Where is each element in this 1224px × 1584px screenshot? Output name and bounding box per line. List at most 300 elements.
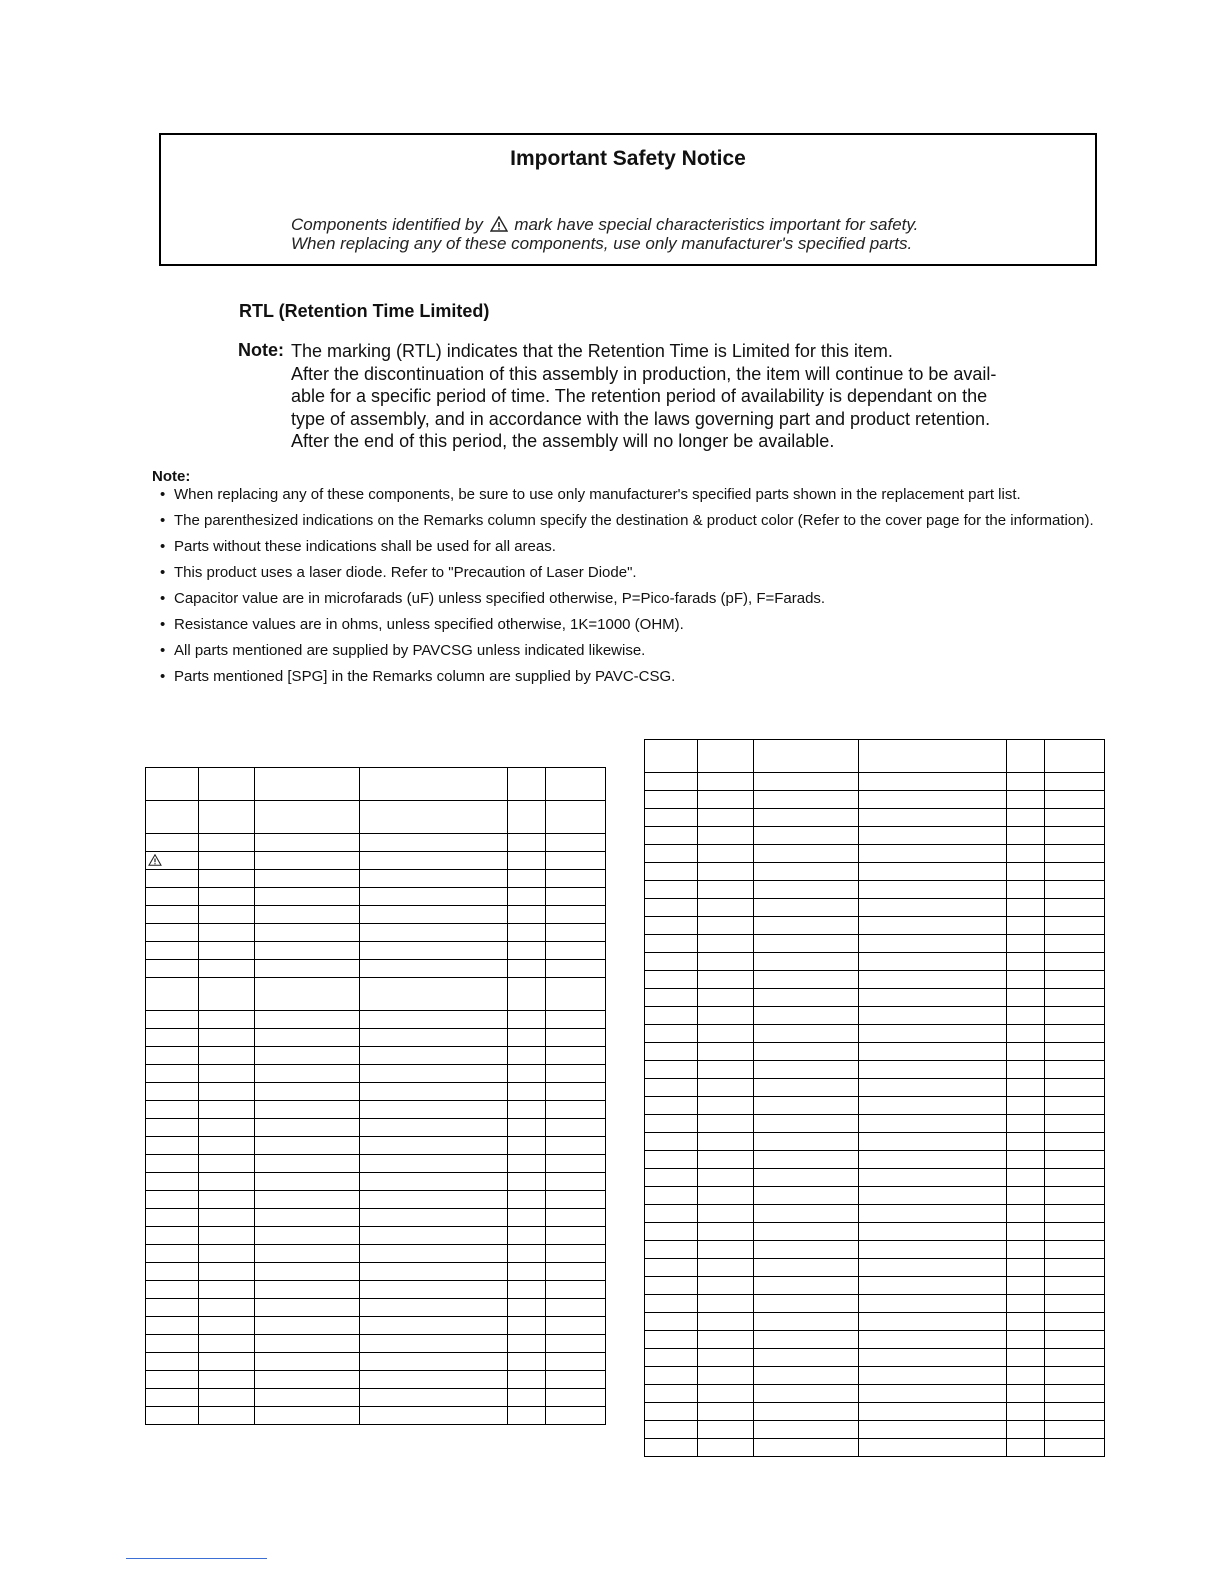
table-row	[645, 1187, 1105, 1205]
table-cell	[1007, 740, 1045, 773]
table-cell	[859, 845, 1007, 863]
table-row	[146, 888, 606, 906]
table-cell	[1045, 740, 1105, 773]
table-cell	[1007, 863, 1045, 881]
table-cell	[199, 1155, 255, 1173]
table-cell	[1045, 1313, 1105, 1331]
table-cell	[1007, 791, 1045, 809]
table-cell	[360, 834, 508, 852]
table-row	[645, 791, 1105, 809]
table-cell	[698, 971, 754, 989]
table-cell	[146, 888, 199, 906]
table-cell	[645, 863, 698, 881]
table-cell	[508, 1245, 546, 1263]
table-cell	[146, 1407, 199, 1425]
table-cell	[508, 1029, 546, 1047]
table-cell	[698, 1205, 754, 1223]
table-cell	[645, 1097, 698, 1115]
table-cell	[508, 1335, 546, 1353]
table-row	[146, 834, 606, 852]
table-cell	[146, 978, 199, 1011]
table-row	[146, 801, 606, 834]
table-cell	[360, 942, 508, 960]
table-cell	[698, 1349, 754, 1367]
table-cell	[199, 978, 255, 1011]
table-cell	[859, 1061, 1007, 1079]
table-cell	[199, 1245, 255, 1263]
table-cell	[754, 791, 859, 809]
list-item: • Parts without these indications shall be used for all areas.	[160, 538, 556, 555]
table-cell	[546, 942, 606, 960]
table-cell	[1045, 971, 1105, 989]
table-cell	[508, 870, 546, 888]
table-cell	[754, 971, 859, 989]
table-cell	[754, 1403, 859, 1421]
table-cell	[199, 924, 255, 942]
table-cell	[754, 1151, 859, 1169]
table-cell	[508, 1299, 546, 1317]
table-cell	[645, 1007, 698, 1025]
table-cell	[698, 1403, 754, 1421]
table-cell	[199, 768, 255, 801]
table-cell	[1007, 1115, 1045, 1133]
table-cell	[1007, 1385, 1045, 1403]
table-cell	[146, 906, 199, 924]
table-row	[645, 1115, 1105, 1133]
table-cell	[146, 1191, 199, 1209]
table-cell	[754, 935, 859, 953]
table-cell	[1045, 845, 1105, 863]
table-cell	[146, 834, 199, 852]
table-cell	[1045, 1403, 1105, 1421]
table-cell	[199, 906, 255, 924]
table-cell	[255, 1101, 360, 1119]
table-row	[645, 899, 1105, 917]
table-cell	[1007, 1277, 1045, 1295]
table-cell	[754, 1349, 859, 1367]
warning-triangle-icon	[490, 216, 508, 232]
table-cell	[146, 1047, 199, 1065]
table-cell	[645, 1061, 698, 1079]
table-cell	[1007, 1295, 1045, 1313]
table-cell	[255, 924, 360, 942]
footer-rule	[126, 1558, 267, 1559]
table-cell	[1045, 1151, 1105, 1169]
table-cell	[255, 960, 360, 978]
rtl-line: type of assembly, and in accordance with the laws governing part and product retention.	[291, 408, 991, 429]
table-row	[146, 1191, 606, 1209]
table-cell	[754, 1439, 859, 1457]
table-row	[146, 1029, 606, 1047]
table-cell	[508, 1209, 546, 1227]
table-cell	[360, 870, 508, 888]
table-cell	[360, 768, 508, 801]
table-cell	[754, 953, 859, 971]
list-item: • Capacitor value are in microfarads (uF) unless specified otherwise, P=Pico-farads (pF), F=Farads.	[160, 590, 826, 607]
table-cell	[754, 1421, 859, 1439]
table-cell	[255, 1011, 360, 1029]
table-cell	[698, 791, 754, 809]
table-cell	[1007, 845, 1045, 863]
table-cell	[360, 1011, 508, 1029]
table-cell	[360, 1155, 508, 1173]
table-row	[146, 1389, 606, 1407]
table-cell	[508, 1011, 546, 1029]
rtl-note-label: Note:	[238, 340, 284, 360]
table-cell	[546, 1173, 606, 1191]
notice-line2: When replacing any of these components, use only manufacturer's specified parts.	[291, 234, 913, 253]
table-cell	[645, 899, 698, 917]
rtl-title: RTL (Retention Time Limited)	[239, 301, 490, 321]
table-row	[645, 1007, 1105, 1025]
table-cell	[645, 1169, 698, 1187]
table-row	[645, 1205, 1105, 1223]
table-cell	[859, 1331, 1007, 1349]
table-cell	[146, 1389, 199, 1407]
table-cell	[360, 852, 508, 870]
table-cell	[698, 917, 754, 935]
table-cell	[754, 1061, 859, 1079]
table-row	[645, 1403, 1105, 1421]
table-cell	[146, 768, 199, 801]
table-cell	[360, 1281, 508, 1299]
table-cell	[1045, 1187, 1105, 1205]
table-cell	[199, 1263, 255, 1281]
table-cell	[146, 1281, 199, 1299]
table-row	[645, 1169, 1105, 1187]
table-cell	[1007, 1187, 1045, 1205]
table-cell	[508, 1263, 546, 1281]
table-cell	[199, 1407, 255, 1425]
table-cell	[360, 1335, 508, 1353]
notes-label: Note:	[152, 468, 191, 485]
table-cell	[1007, 899, 1045, 917]
table-cell	[1045, 1205, 1105, 1223]
table-cell	[698, 1187, 754, 1205]
table-cell	[360, 906, 508, 924]
table-cell	[360, 924, 508, 942]
table-cell	[146, 1119, 199, 1137]
table-cell	[255, 1209, 360, 1227]
table-cell	[698, 740, 754, 773]
notice-text	[291, 215, 918, 253]
table-row	[645, 917, 1105, 935]
table-cell	[255, 942, 360, 960]
table-cell	[360, 1047, 508, 1065]
table-cell	[645, 1421, 698, 1439]
table-cell	[360, 1299, 508, 1317]
table-cell	[360, 1389, 508, 1407]
table-cell	[255, 1047, 360, 1065]
notice-line1-end: mark have special characteristics important for safety.	[514, 215, 919, 234]
table-cell	[508, 924, 546, 942]
table-row	[645, 1385, 1105, 1403]
table-cell	[255, 1371, 360, 1389]
table-cell	[1007, 1313, 1045, 1331]
table-row	[645, 1439, 1105, 1457]
table-cell	[698, 1313, 754, 1331]
table-cell	[698, 1169, 754, 1187]
table-cell	[1045, 1097, 1105, 1115]
table-cell	[508, 1047, 546, 1065]
table-cell	[754, 881, 859, 899]
table-row	[146, 1011, 606, 1029]
table-cell	[645, 935, 698, 953]
table-cell	[754, 1313, 859, 1331]
table-cell	[546, 1209, 606, 1227]
table-cell	[546, 1047, 606, 1065]
table-cell	[1045, 1385, 1105, 1403]
table-cell	[645, 1241, 698, 1259]
table-cell	[698, 827, 754, 845]
table-row	[645, 863, 1105, 881]
table-cell	[546, 924, 606, 942]
table-cell	[146, 852, 199, 870]
table-cell	[859, 1223, 1007, 1241]
table-cell	[360, 1173, 508, 1191]
table-cell	[645, 989, 698, 1007]
table-row	[146, 1119, 606, 1137]
table-cell	[546, 1083, 606, 1101]
table-cell	[255, 1335, 360, 1353]
table-row	[146, 1137, 606, 1155]
table-cell	[698, 989, 754, 1007]
table-cell	[645, 1349, 698, 1367]
table-cell	[199, 870, 255, 888]
table-row	[645, 740, 1105, 773]
table-cell	[546, 1011, 606, 1029]
table-cell	[1007, 1169, 1045, 1187]
table-cell	[146, 1245, 199, 1263]
table-cell	[360, 1227, 508, 1245]
table-cell	[508, 768, 546, 801]
table-cell	[754, 827, 859, 845]
table-cell	[255, 1281, 360, 1299]
table-row	[146, 1047, 606, 1065]
table-row	[146, 1263, 606, 1281]
table-cell	[546, 1281, 606, 1299]
table-row	[645, 1349, 1105, 1367]
table-cell	[645, 1115, 698, 1133]
table-row	[146, 960, 606, 978]
table-cell	[1007, 1133, 1045, 1151]
table-cell	[199, 960, 255, 978]
table-cell	[754, 809, 859, 827]
table-cell	[146, 1101, 199, 1119]
table-cell	[255, 1227, 360, 1245]
table-cell	[859, 935, 1007, 953]
table-cell	[698, 1385, 754, 1403]
table-cell	[360, 1407, 508, 1425]
table-row	[645, 1097, 1105, 1115]
table-cell	[146, 1335, 199, 1353]
table-cell	[754, 1223, 859, 1241]
table-cell	[698, 773, 754, 791]
table-cell	[859, 1313, 1007, 1331]
table-cell	[546, 870, 606, 888]
table-cell	[859, 1241, 1007, 1259]
table-cell	[546, 1191, 606, 1209]
table-cell	[508, 1317, 546, 1335]
table-cell	[645, 881, 698, 899]
table-cell	[859, 1205, 1007, 1223]
table-cell	[146, 942, 199, 960]
table-cell	[859, 1421, 1007, 1439]
table-cell	[1007, 917, 1045, 935]
table-cell	[360, 960, 508, 978]
table-cell	[199, 1317, 255, 1335]
table-row	[645, 1313, 1105, 1331]
table-cell	[546, 1245, 606, 1263]
table-cell	[1045, 953, 1105, 971]
table-cell	[1007, 1241, 1045, 1259]
table-cell	[1007, 1403, 1045, 1421]
table-cell	[698, 1151, 754, 1169]
table-cell	[754, 1025, 859, 1043]
table-cell	[645, 1385, 698, 1403]
list-item: • The parenthesized indications on the Remarks column specify the destination & product color (Refer to the cover page for the information).	[160, 512, 1094, 529]
table-cell	[754, 1205, 859, 1223]
table-cell	[255, 834, 360, 852]
table-cell	[754, 740, 859, 773]
table-cell	[360, 1209, 508, 1227]
table-cell	[546, 1353, 606, 1371]
table-cell	[754, 989, 859, 1007]
table-row	[146, 1371, 606, 1389]
table-cell	[199, 942, 255, 960]
table-cell	[645, 1331, 698, 1349]
table-cell	[360, 888, 508, 906]
table-cell	[199, 1101, 255, 1119]
table-row	[146, 1155, 606, 1173]
table-cell	[146, 1317, 199, 1335]
table-cell	[698, 1061, 754, 1079]
table-cell	[146, 960, 199, 978]
table-cell	[255, 1317, 360, 1335]
table-cell	[698, 863, 754, 881]
list-item: • All parts mentioned are supplied by PAVCSG unless indicated likewise.	[160, 642, 646, 659]
table-cell	[255, 1407, 360, 1425]
table-row	[645, 1223, 1105, 1241]
table-cell	[255, 801, 360, 834]
table-cell	[199, 1011, 255, 1029]
table-cell	[199, 801, 255, 834]
list-item: • Resistance values are in ohms, unless specified otherwise, 1K=1000 (OHM).	[160, 616, 684, 633]
table-cell	[698, 1097, 754, 1115]
table-cell	[698, 1007, 754, 1025]
table-cell	[859, 1133, 1007, 1151]
table-cell	[698, 1025, 754, 1043]
list-item: • This product uses a laser diode. Refer to "Precaution of Laser Diode".	[160, 564, 637, 581]
table-cell	[508, 1173, 546, 1191]
table-cell	[645, 809, 698, 827]
table-cell	[859, 1169, 1007, 1187]
table-row	[146, 1335, 606, 1353]
table-row	[645, 1367, 1105, 1385]
table-row	[645, 827, 1105, 845]
table-cell	[199, 1389, 255, 1407]
table-cell	[1045, 1259, 1105, 1277]
table-cell	[859, 971, 1007, 989]
table-cell	[146, 1209, 199, 1227]
table-cell	[698, 1421, 754, 1439]
table-row	[645, 1151, 1105, 1169]
table-row	[146, 1173, 606, 1191]
table-cell	[508, 1389, 546, 1407]
table-cell	[255, 1137, 360, 1155]
rtl-line: The marking (RTL) indicates that the Retention Time is Limited for this item.	[291, 341, 893, 361]
table-cell	[1045, 1223, 1105, 1241]
table-cell	[1007, 1331, 1045, 1349]
table-cell	[698, 953, 754, 971]
table-cell	[146, 801, 199, 834]
table-cell	[859, 1349, 1007, 1367]
table-cell	[199, 1299, 255, 1317]
table-cell	[645, 1223, 698, 1241]
table-row	[146, 1317, 606, 1335]
table-row	[645, 1295, 1105, 1313]
table-cell	[1045, 917, 1105, 935]
table-cell	[146, 1173, 199, 1191]
table-cell	[859, 1097, 1007, 1115]
table-cell	[360, 1029, 508, 1047]
table-cell	[508, 1371, 546, 1389]
notes-list	[160, 485, 1110, 693]
table-cell	[754, 1187, 859, 1205]
table-cell	[360, 1065, 508, 1083]
table-cell	[508, 1191, 546, 1209]
table-cell	[1007, 1025, 1045, 1043]
table-row	[146, 1281, 606, 1299]
table-cell	[1007, 1079, 1045, 1097]
table-cell	[146, 1263, 199, 1281]
table-cell	[546, 1065, 606, 1083]
table-cell	[645, 953, 698, 971]
table-cell	[146, 1083, 199, 1101]
table-cell	[199, 834, 255, 852]
table-cell	[546, 906, 606, 924]
table-cell	[360, 1119, 508, 1137]
rtl-note-text	[291, 340, 1051, 453]
table-cell	[360, 1083, 508, 1101]
rtl-line: After the end of this period, the assembly will no longer be available.	[291, 431, 835, 451]
table-cell	[859, 791, 1007, 809]
warning-triangle-icon	[148, 854, 162, 866]
table-cell	[1045, 1025, 1105, 1043]
table-cell	[360, 1101, 508, 1119]
table-cell	[859, 1295, 1007, 1313]
table-cell	[1007, 1007, 1045, 1025]
table-cell	[645, 773, 698, 791]
table-cell	[1045, 1295, 1105, 1313]
table-row	[645, 935, 1105, 953]
table-row	[645, 1331, 1105, 1349]
table-cell	[645, 827, 698, 845]
table-cell	[199, 852, 255, 870]
table-cell	[508, 1119, 546, 1137]
table-cell	[1045, 1421, 1105, 1439]
table-cell	[754, 899, 859, 917]
table-cell	[199, 1029, 255, 1047]
table-cell	[360, 801, 508, 834]
table-cell	[199, 888, 255, 906]
table-row	[146, 1353, 606, 1371]
table-cell	[1045, 1115, 1105, 1133]
table-cell	[546, 1389, 606, 1407]
table-cell	[1007, 1349, 1045, 1367]
table-row	[645, 989, 1105, 1007]
table-row	[146, 1101, 606, 1119]
